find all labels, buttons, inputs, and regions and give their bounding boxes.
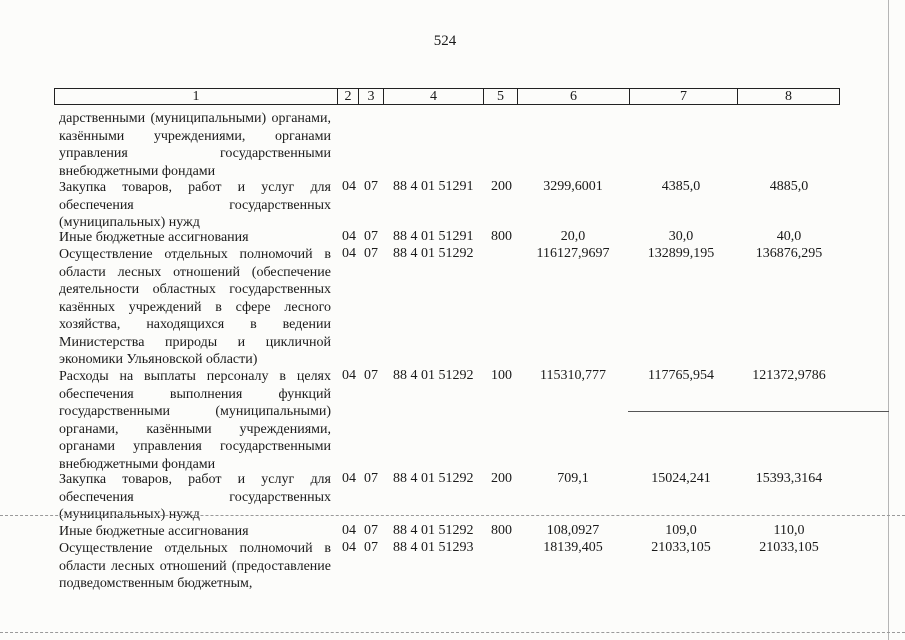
row-subsection: 07 xyxy=(364,229,378,244)
row-expense-type: 100 xyxy=(491,368,512,383)
row-description: Расходы на выплаты персоналу в целях обеспечения выполнения функций государственными (муниципальными) органами, казёнными учреждениями, органами управления государственными внебюджетными фондами xyxy=(59,369,331,472)
row-amount-col8: 121372,9786 xyxy=(752,368,826,383)
table-header xyxy=(54,88,840,105)
row-amount-col7: 30,0 xyxy=(668,229,694,244)
row-target-code: 88 4 01 51292 xyxy=(393,471,474,486)
row-amount-col8: 40,0 xyxy=(776,229,802,244)
header-col-8: 8 xyxy=(737,89,839,104)
row-amount-col7: 4385,0 xyxy=(661,179,701,194)
header-col-7: 7 xyxy=(629,89,737,104)
row-subsection: 07 xyxy=(364,540,378,555)
row-amount-col6: 18139,405 xyxy=(543,540,603,555)
row-description: Осуществление отдельных полномочий в области лесных отношений (обеспечение деятельности областных государственных казённых учреждений в сфере лесного хозяйства, находящихся в ведении Министерства природы и цикличной экономики Ульяновской области) xyxy=(59,247,331,367)
row-subsection: 07 xyxy=(364,246,378,261)
row-section: 04 xyxy=(342,471,356,486)
row-expense-type: 200 xyxy=(491,179,512,194)
row-amount-col7: 21033,105 xyxy=(651,540,711,555)
row-expense-type: 800 xyxy=(491,229,512,244)
row-amount-col6: 20,0 xyxy=(560,229,586,244)
row-amount-col6: 709,1 xyxy=(557,471,589,486)
row-target-code: 88 4 01 51292 xyxy=(393,523,474,538)
row-description: Иные бюджетные ассигнования xyxy=(59,230,249,245)
row-description: Закупка товаров, работ и услуг для обеспечения государственных (муниципальных) нужд xyxy=(59,472,331,522)
row-description: Закупка товаров, работ и услуг для обеспечения государственных (муниципальных) нужд xyxy=(59,180,331,230)
row-amount-col7: 132899,195 xyxy=(647,246,715,261)
row-expense-type: 800 xyxy=(491,523,512,538)
row-section: 04 xyxy=(342,229,356,244)
row-description: дарственными (муниципальными) органами, казёнными учреждениями, органами управления государственными внебюджетными фондами xyxy=(59,111,331,179)
row-amount-col7: 15024,241 xyxy=(651,471,711,486)
row-target-code: 88 4 01 51292 xyxy=(393,368,474,383)
header-col-3: 3 xyxy=(358,89,383,104)
header-col-6: 6 xyxy=(517,89,629,104)
header-col-1: 1 xyxy=(192,89,200,104)
row-expense-type: 200 xyxy=(491,471,512,486)
row-target-code: 88 4 01 51291 xyxy=(393,179,474,194)
row-amount-col7: 109,0 xyxy=(665,523,697,538)
row-amount-col6: 115310,777 xyxy=(540,368,606,383)
header-col-5: 5 xyxy=(483,89,517,104)
scan-artifact-line xyxy=(0,632,905,633)
row-amount-col6: 116127,9697 xyxy=(536,246,610,261)
header-col-4: 4 xyxy=(383,89,483,104)
row-section: 04 xyxy=(342,368,356,383)
page-edge-rule xyxy=(888,0,889,640)
row-description: Иные бюджетные ассигнования xyxy=(59,524,249,539)
header-col-2: 2 xyxy=(337,89,358,104)
row-subsection: 07 xyxy=(364,368,378,383)
page-number: 524 xyxy=(433,33,457,49)
row-subsection: 07 xyxy=(364,179,378,194)
row-amount-col8: 4885,0 xyxy=(769,179,809,194)
row-amount-col8: 15393,3164 xyxy=(755,471,823,486)
row-target-code: 88 4 01 51291 xyxy=(393,229,474,244)
row-amount-col8: 136876,295 xyxy=(755,246,823,261)
scan-artifact-line xyxy=(0,515,905,516)
underline-rule xyxy=(628,411,889,412)
row-section: 04 xyxy=(342,540,356,555)
row-section: 04 xyxy=(342,179,356,194)
row-amount-col6: 3299,6001 xyxy=(543,179,603,194)
row-amount-col8: 110,0 xyxy=(773,523,805,538)
row-subsection: 07 xyxy=(364,471,378,486)
row-description: Осуществление отдельных полномочий в области лесных отношений (предоставление подведомственным бюджетным, xyxy=(59,541,331,591)
row-amount-col8: 21033,105 xyxy=(759,540,819,555)
row-section: 04 xyxy=(342,246,356,261)
row-target-code: 88 4 01 51292 xyxy=(393,246,474,261)
row-subsection: 07 xyxy=(364,523,378,538)
row-section: 04 xyxy=(342,523,356,538)
row-amount-col7: 117765,954 xyxy=(648,368,714,383)
row-target-code: 88 4 01 51293 xyxy=(393,540,474,555)
row-amount-col6: 108,0927 xyxy=(546,523,600,538)
